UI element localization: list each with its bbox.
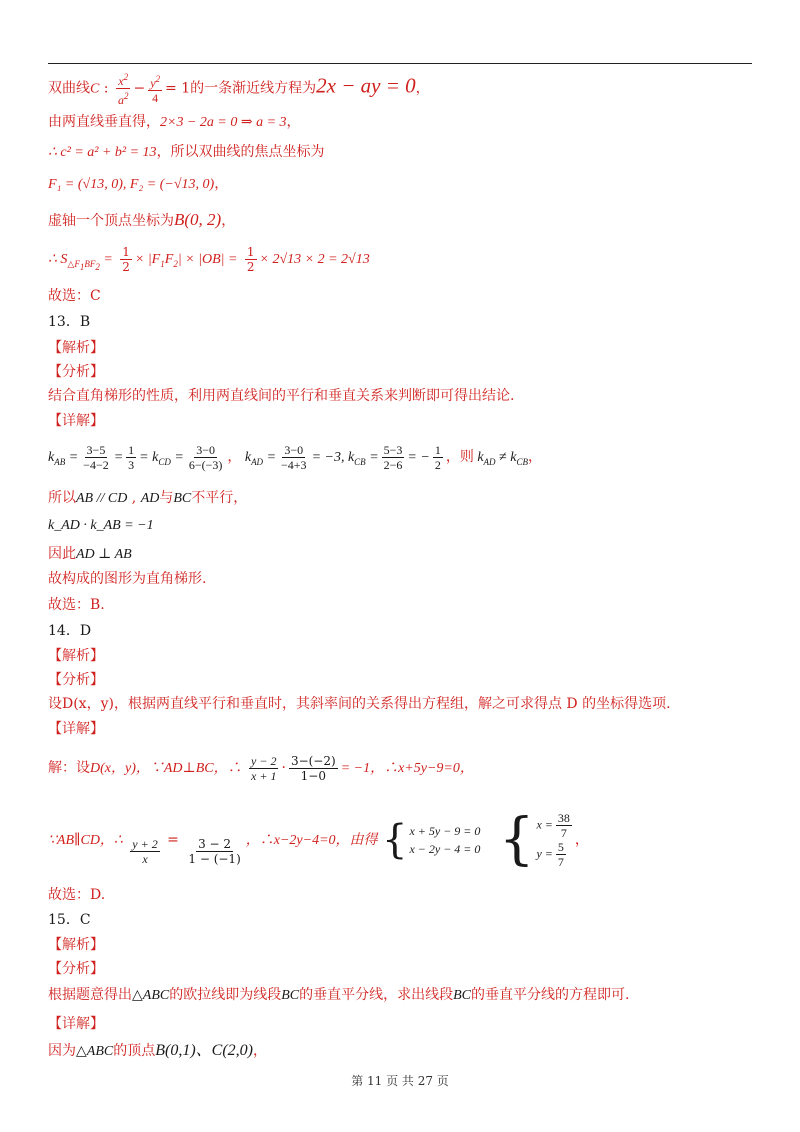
text: 的欧拉线即为线段	[169, 987, 282, 1003]
frac: $\frac{3-0}{6-(-3)}$	[188, 443, 223, 473]
equation: ，∴x−2y−4=0，由得	[245, 833, 378, 848]
brace: {	[498, 807, 535, 872]
text: ，	[252, 1043, 267, 1059]
text: 的顶点	[113, 1043, 156, 1059]
text: ，	[214, 176, 229, 192]
text: 双曲线	[48, 80, 90, 97]
q14-analysis: 设D(x，y)，根据两直线平行和垂直时，其斜率间的关系得出方程组，解之可求得点 D 的坐标得选项.	[48, 696, 671, 712]
equation: △ABC	[132, 988, 170, 1003]
text: 因为	[48, 1043, 76, 1059]
frac: $\frac{3-0}{-4+3}$	[281, 443, 307, 473]
text: 因此	[48, 546, 76, 562]
frac: $\frac{3-5}{-4-2}$	[83, 443, 109, 473]
equation: = −1，∴x+5y−9=0，	[340, 761, 474, 776]
text: 虚轴一个顶点坐标为	[48, 213, 174, 229]
equation: ∵AB∥CD，∴	[48, 833, 123, 848]
line-hyperbola-asymptote: 双曲线C : $\frac{x^2}{a^2}$ − $\frac{y^2}{4}$ = 1的一条渐近线方程为2x − ay = 0，	[48, 72, 430, 107]
text: 与	[159, 490, 174, 506]
text: 由两直线垂直得，	[48, 114, 160, 130]
frac: $\frac{y + 2}{x}$	[132, 836, 158, 866]
asymptote-equation: 2x − ay = 0	[316, 73, 416, 98]
equation-tail: × 2√13 × 2 = 2√13	[259, 252, 370, 267]
line-vertex	[48, 210, 235, 231]
question-15-number: 15．C	[48, 912, 91, 928]
text: ，则	[445, 450, 474, 465]
equation: D(x，y)，∵AD⊥BC，∴	[90, 761, 242, 776]
text: 的一条渐近线方程为	[190, 80, 317, 97]
answer-12: 故选：C	[48, 288, 101, 304]
tag-fenxi: 【分析】	[48, 961, 104, 977]
text: 不平行，	[191, 490, 248, 506]
line-area: ∴ $S_{\triangle F_1BF_2}$ = $\frac{1}{2}$ × $|F_1F_2| \times |OB|$ = $\frac{1}{2}$ × 2√13 × 2 = 2√13	[48, 244, 370, 274]
q15-analysis	[48, 985, 629, 1006]
solution-x-label: x =	[536, 817, 553, 832]
system-eq-2: x − 2y − 4 = 0	[409, 842, 481, 856]
frac-1-2: $\frac{1}{2}$	[246, 244, 255, 274]
line-foci	[48, 174, 228, 195]
frac: $\frac{3 - 2}{1 - (-1)}$	[188, 836, 241, 866]
q15-step1	[48, 1041, 267, 1062]
tag-xiangjie: 【详解】	[48, 413, 104, 429]
tag-fenxi: 【分析】	[48, 672, 104, 688]
tag-xiangjie: 【详解】	[48, 721, 104, 737]
frac: $\frac{1}{3}$	[128, 443, 135, 473]
question-13-number: 13．B	[48, 314, 91, 330]
text: ，	[221, 213, 236, 229]
equation-system	[409, 822, 480, 858]
header-rule	[48, 63, 752, 64]
frac-x2-a2: $\frac{x^2}{a^2}$	[117, 72, 129, 107]
q13-not-parallel: 所以AB // CD , AD与BC不平行，	[48, 490, 248, 506]
solution	[536, 811, 574, 869]
q13-perpendicular	[48, 544, 132, 565]
text: 解：设	[48, 760, 90, 776]
question-14-number: 14．D	[48, 623, 92, 639]
system-eq-1: x + 5y − 9 = 0	[409, 824, 481, 838]
frac: $\frac{38}{7}$	[557, 811, 570, 840]
equation: BC	[173, 491, 192, 506]
tag-xiangjie: 【详解】	[48, 1016, 104, 1032]
tag-fenxi: 【分析】	[48, 364, 104, 380]
q14-step2: ∵AB∥CD，∴ $\frac{y + 2}{x}$ = $\frac{3 - 2}{1 - (-1)}$ ，∴x−2y−4=0，由得 { x + 5y − 9 = 0 x − 2y − 4 = 0 { x = $\frac{38}{7}$ y = $\frac{5}{7}$ ，	[48, 807, 589, 872]
equation: B(0, 2)	[174, 210, 222, 229]
equation: B(0,1)、C(2,0)	[155, 1042, 253, 1059]
equation: BC	[281, 988, 300, 1003]
q13-analysis: 结合直角梯形的性质，利用两直线间的平行和垂直关系来判断即可得出结论.	[48, 388, 515, 404]
frac: $\frac{1}{2}$	[434, 443, 441, 473]
text: ，	[415, 80, 430, 97]
frac: $\frac{5}{7}$	[557, 840, 564, 869]
line-c-squared	[48, 142, 325, 163]
frac: $\frac{3-(-2)}{1-0}$	[290, 753, 336, 783]
tag-jiexi: 【解析】	[48, 648, 104, 664]
page-footer: 第 11 页 共 27 页	[351, 1074, 449, 1088]
q13-conclusion: 故构成的图形为直角梯形.	[48, 571, 207, 587]
frac-1-2: $\frac{1}{2}$	[122, 244, 130, 274]
text: ，	[286, 114, 301, 130]
text: ，所以双曲线的焦点坐标为	[156, 144, 325, 160]
q14-step1: 解：设D(x，y)，∵AD⊥BC，∴ $\frac{y - 2}{x + 1}$ · $\frac{3-(-2)}{1-0}$ = −1，∴x+5y−9=0，	[48, 753, 474, 783]
tag-jiexi: 【解析】	[48, 937, 104, 953]
brace: {	[381, 817, 408, 863]
equation: BC	[453, 988, 471, 1003]
equation: ∴ c² = a² + b² = 13	[48, 145, 157, 160]
text: 的垂直平分线的方程即可.	[471, 987, 630, 1003]
tag-jiexi: 【解析】	[48, 340, 104, 356]
text: 的垂直平分线，求出线段	[299, 987, 454, 1003]
solution-y-label: y =	[536, 846, 553, 861]
q13-product: k_AD · k_AB = −1	[48, 518, 154, 533]
line-perpendicular	[48, 112, 301, 133]
equation: F₁ = (√13, 0), F₂ = (−√13, 0)	[48, 177, 215, 192]
equation: AD ⊥ AB	[76, 547, 132, 562]
answer-13: 故选：B.	[48, 597, 105, 613]
equation: 2×3 − 2a = 0 ⇒ a = 3	[160, 115, 287, 130]
answer-14: 故选：D.	[48, 887, 106, 903]
frac-y2-4: $\frac{y^2}{4}$	[150, 74, 161, 105]
text: 所以	[48, 490, 76, 506]
equation: AB // CD	[76, 491, 128, 506]
frac: $\frac{5-3}{2-6}$	[383, 443, 403, 473]
q13-slopes: $k_{AB}$ = $\frac{3-5}{-4-2}$ = $\frac{1}{3}$ = $k_{CD}$ = $\frac{3-0}{6-(-3)}$ ， $k_{AD}$ = $\frac{3-0}{-4+3}$ = −3, $k_{CB}$ = $\frac{5-3}{2-6}$ = − $\frac{1}{2}$ ，则 $k_{AD} \ne k_{CB}$，	[48, 443, 542, 473]
frac: $\frac{y - 2}{x + 1}$	[251, 753, 277, 783]
text: 根据题意得出	[48, 987, 132, 1003]
equation: △ABC	[76, 1044, 114, 1059]
